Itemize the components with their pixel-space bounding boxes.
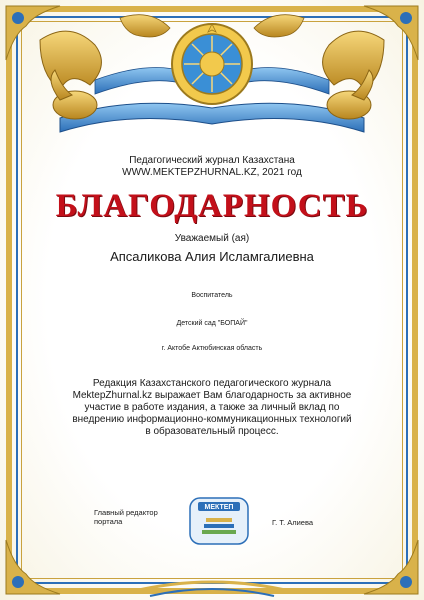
journal-website: WWW.MEKTEPZHURNAL.KZ, 2021 год	[122, 167, 302, 178]
journal-header	[0, 155, 424, 179]
stamp-label: МЕКТЕП	[204, 504, 234, 511]
editor-title: Главный редактор портала	[94, 508, 158, 526]
salutation: Уважаемый (ая)	[174, 233, 250, 244]
certificate-title: БЛАГОДАРНОСТЬ	[55, 188, 369, 224]
journal-name: Педагогический журнал Казахстана	[129, 155, 295, 166]
kazakhstan-emblem-icon	[168, 20, 256, 108]
recipient-name: Апсаликова Алия Исламгалиевна	[110, 249, 314, 264]
recipient-location: г. Актобе Актюбинская область	[161, 345, 263, 352]
mektep-stamp-logo	[180, 496, 258, 546]
certificate-body: Редакция Казахстанского педагогического журнала MektepZhurnal.kz выражает Вам благодарность за активное участие в работе издания, а также за личный вклад по внедрению информационно-коммуникационных технологий в образовательный процесс.	[72, 378, 352, 437]
editor-signature-name: Г. Т. Алиева	[272, 518, 314, 527]
recipient-organization: Детский сад "БОПАЙ"	[176, 320, 248, 327]
recipient-position: Воспитатель	[191, 292, 233, 299]
